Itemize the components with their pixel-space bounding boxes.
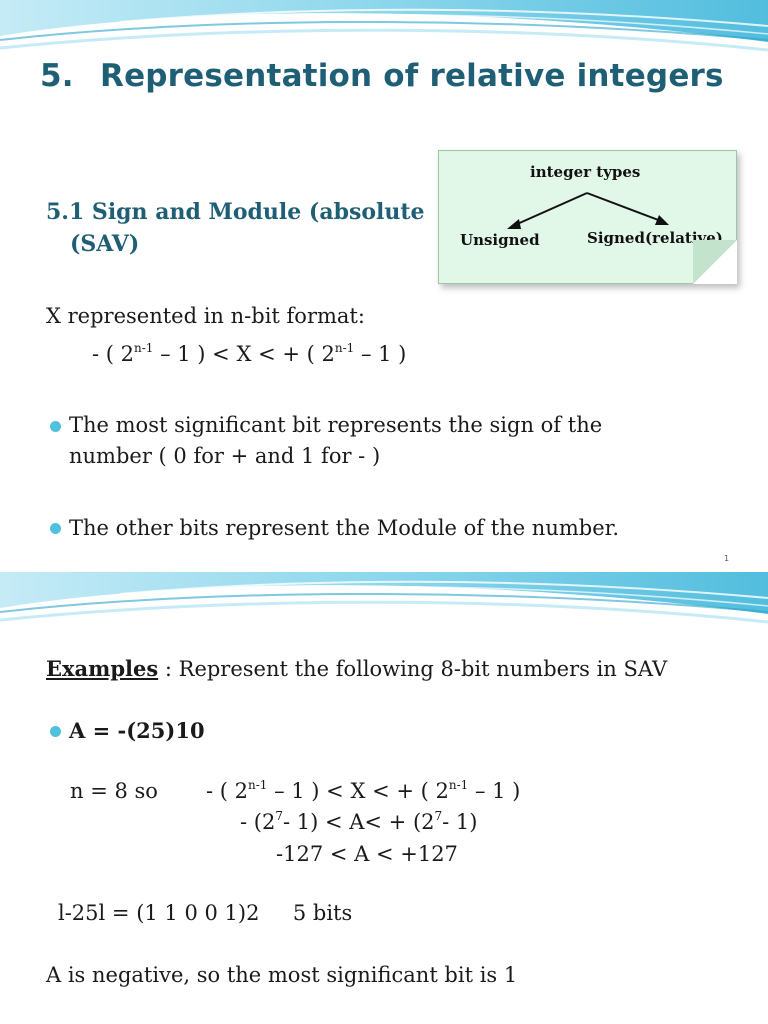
n-part-a: - ( 2 — [206, 779, 248, 803]
bullet-1-line-2: number ( 0 for + and 1 for - ) — [69, 444, 381, 468]
bullet-dot — [50, 421, 61, 432]
power-formula — [240, 810, 477, 834]
bullet-a — [69, 718, 205, 743]
page-number: 1 — [724, 554, 730, 563]
bullet-2: The other bits represent the Module of the number. — [69, 516, 620, 540]
subsection-line-2: (SAV) — [70, 231, 140, 257]
pow-part-b: - 1) < A< + (2 — [282, 810, 435, 834]
abs-base: 2 — [246, 901, 260, 925]
n-formula — [206, 779, 520, 803]
n-part-c: – 1 ) — [468, 779, 521, 803]
range-formula — [92, 342, 406, 366]
range-exp-a: n-1 — [134, 341, 154, 355]
note-unsigned: Unsigned — [460, 231, 540, 249]
n-prefix: n = 8 so — [70, 779, 158, 803]
bound-formula: -127 < A < +127 — [276, 842, 458, 866]
pow-exp-b: 7 — [434, 809, 443, 823]
format-line: X represented in n-bit format: — [46, 304, 365, 328]
absolute-value-line — [58, 901, 352, 925]
n-part-b: – 1 ) < X < + ( 2 — [267, 779, 449, 803]
header-waves-decoration — [0, 572, 768, 642]
title-number: 5. — [40, 58, 74, 94]
subsection-line-1: 5.1 Sign and Module (absolute — [46, 199, 425, 225]
bullet-a-text: A = -(25) — [69, 718, 176, 743]
bullet-a-base: 10 — [175, 718, 205, 743]
examples-text: : Represent the following 8-bit numbers in SAV — [158, 657, 668, 681]
pow-part-a: - (2 — [240, 810, 276, 834]
examples-line — [46, 656, 667, 681]
range-part-a: - ( 2 — [92, 342, 134, 366]
pow-part-c: - 1) — [442, 810, 478, 834]
integer-types-note — [438, 150, 737, 284]
title-text: Representation of relative integers — [100, 58, 724, 94]
n-exp-b: n-1 — [448, 778, 469, 792]
abs-part-a: l-25l = (1 1 0 0 1) — [58, 901, 247, 925]
bullet-1-line-1: The most significant bit represents the sign of the — [69, 413, 603, 437]
bullet-dot — [50, 726, 61, 737]
abs-bits: 5 bits — [259, 901, 353, 925]
negative-note: A is negative, so the most significant bit is 1 — [46, 963, 518, 987]
note-corner-fold — [693, 240, 737, 284]
subsection-heading — [46, 196, 425, 260]
note-heading: integer types — [530, 163, 641, 181]
note-signed: Signed(relative) — [587, 229, 723, 247]
range-part-c: – 1 ) — [354, 342, 407, 366]
bullet-dot — [50, 523, 61, 534]
pow-exp-a: 7 — [275, 809, 283, 823]
range-exp-b: n-1 — [334, 341, 355, 355]
n-exp-a: n-1 — [248, 778, 268, 792]
range-part-b: – 1 ) < X < + ( 2 — [153, 342, 335, 366]
slide-2 — [0, 572, 768, 1024]
examples-label: Examples — [46, 656, 159, 681]
page-title — [40, 58, 724, 94]
